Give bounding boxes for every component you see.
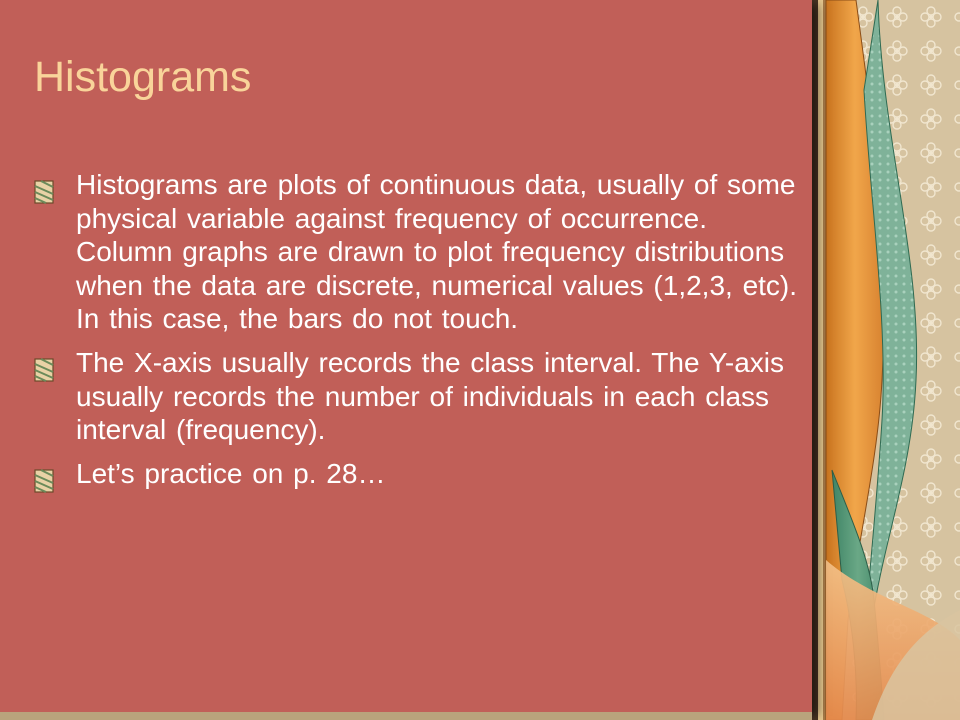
- striped-box-bullet-icon: [34, 180, 54, 204]
- list-item: [34, 457, 804, 493]
- slide-title: Histograms: [34, 53, 252, 101]
- striped-box-bullet-icon: [34, 469, 54, 493]
- floral-ribbon-decoration: [812, 0, 960, 720]
- striped-box-bullet-icon: [34, 358, 54, 382]
- bottom-border: [0, 712, 812, 720]
- bullet-list: [34, 168, 804, 503]
- bullet-text: Histograms are plots of continuous data, usually of some physical variable against frequency of occurrence. Column graphs are drawn to plot frequency distributions when the data are discrete, numerical values (1,2,3, etc). In this case, the bars do not touch.: [76, 169, 798, 335]
- bullet-text: Let’s practice on p. 28…: [76, 457, 386, 489]
- list-item: [34, 168, 804, 336]
- bullet-text: The X-axis usually records the class interval. The Y-axis usually records the number of individuals in each class interval (frequency).: [76, 346, 785, 446]
- list-item: [34, 346, 804, 447]
